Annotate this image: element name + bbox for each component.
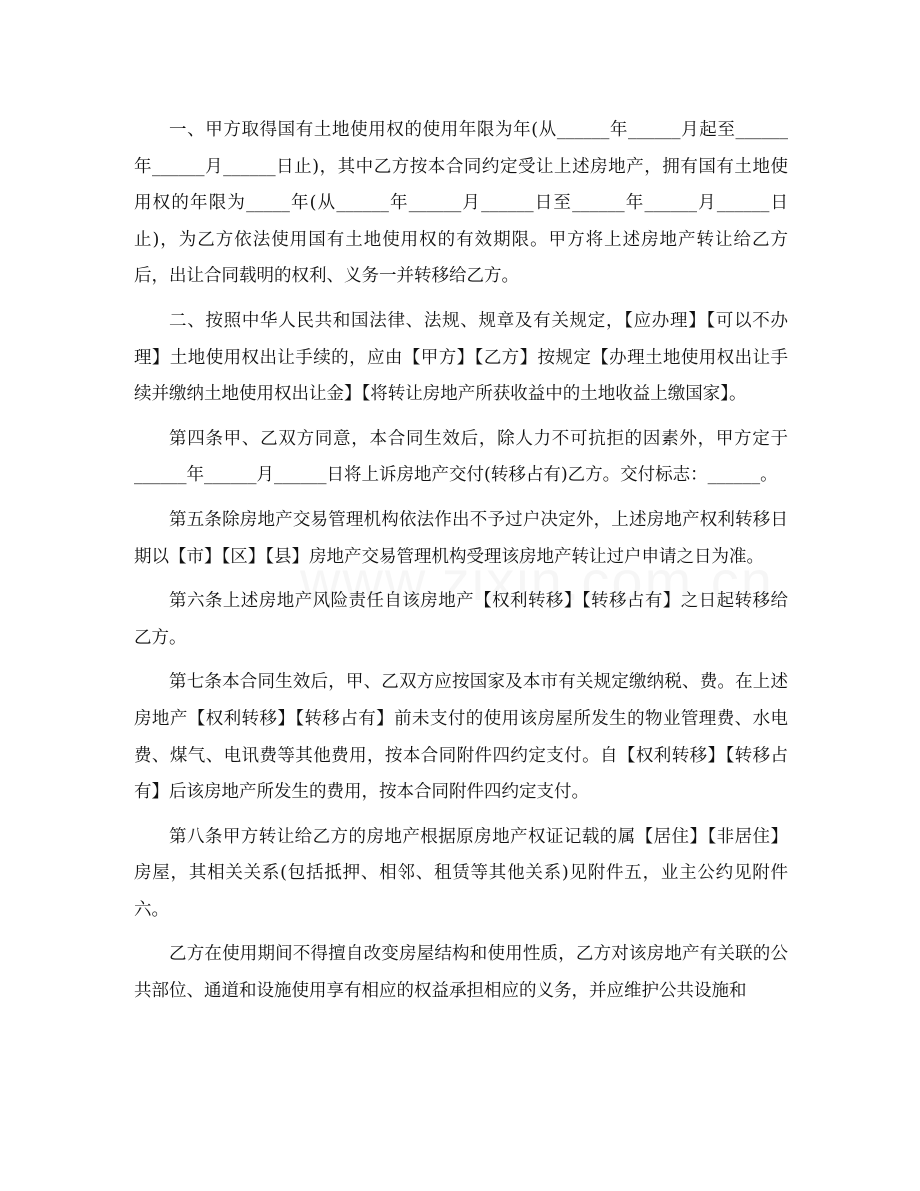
- paragraph-article-7: 第七条本合同生效后，甲、乙双方应按国家及本市有关规定缴纳税、费。在上述房地产【权利转移】【转移占有】前未支付的使用该房屋所发生的物业管理费、水电费、煤气、电讯费等其他费用，按本合同附件四约定支付。自【权利转移】【转移占有】后该房地产所发生的费用，按本合同附件四约定支付。: [134, 672, 788, 803]
- paragraph-article-5: 第五条除房地产交易管理机构依法作出不予过户决定外，上述房地产权利转移日期以【市】【区】【县】房地产交易管理机构受理该房地产转让过户申请之日为准。: [134, 509, 788, 567]
- paragraph-usage-obligations: 乙方在使用期间不得擅自改变房屋结构和使用性质，乙方对该房地产有关联的公共部位、通道和设施使用享有相应的权益承担相应的义务，并应维护公共设施和: [134, 944, 788, 1002]
- paragraph-transfer-procedure: 二、按照中华人民共和国法律、法规、规章及有关规定，【应办理】【可以不办理】土地使用权出让手续的，应由【甲方】【乙方】按规定【办理土地使用权出让手续并缴纳土地使用权出让金】【将转让房地产所获收益中的土地收益上缴国家】。: [134, 310, 788, 405]
- paragraph-article-6: 第六条上述房地产风险责任自该房地产【权利转移】【转移占有】之日起转移给乙方。: [134, 591, 788, 648]
- paragraph-land-use-term: 一、甲方取得国有土地使用权的使用年限为年(从______年______月起至______年______月______日止)，其中乙方按本合同约定受让上述房地产，拥有国有土地使用权的年限为_____年(从______年______月______日至______年______月______日止)，为乙方依法使用国有土地使用权的有效期限。甲方将上述房地产转让给乙方后，出让合同载明的权利、义务一并转移给乙方。: [134, 120, 788, 287]
- paragraph-article-8: 第八条甲方转让给乙方的房地产根据原房地产权证记载的属【居住】【非居住】房屋，其相关关系(包括抵押、相邻、租赁等其他关系)见附件五，业主公约见附件六。: [134, 826, 788, 920]
- document-body: [134, 112, 788, 1018]
- paragraph-article-4: 第四条甲、乙双方同意，本合同生效后，除人力不可抗拒的因素外，甲方定于______年______月______日将上诉房地产交付(转移占有)乙方。交付标志：______。: [134, 428, 788, 486]
